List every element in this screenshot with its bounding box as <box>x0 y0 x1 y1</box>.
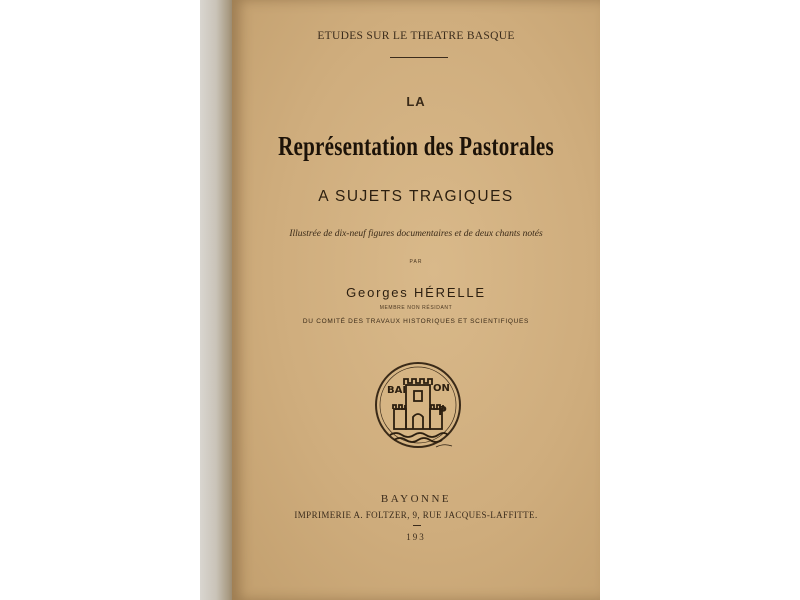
title-page <box>232 0 600 600</box>
by-label: PAR <box>409 259 423 265</box>
committee-line: DU COMITÉ DES TRAVAUX HISTORIQUES ET SCIENTIFIQUES <box>302 318 530 325</box>
seal-letters-right-top: ON <box>433 383 450 394</box>
imprint-dash <box>413 525 421 526</box>
printer-line: IMPRIMERIE A. FOLTZER, 9, RUE JACQUES-LAFFITTE. <box>294 510 538 520</box>
book-gutter <box>200 0 236 600</box>
series-rule <box>390 57 448 58</box>
author-name: Georges HÉRELLE <box>346 285 486 300</box>
subtitle: A SUJETS TRAGIQUES <box>318 188 514 205</box>
illustration-note: Illustrée de dix-neuf figures documentaires et de deux chants notés <box>289 229 543 239</box>
author-role: MEMBRE NON RÉSIDANT <box>379 305 453 311</box>
publication-city: BAYONNE <box>380 493 452 505</box>
publication-year: 193 <box>406 532 426 542</box>
series-title: ETUDES SUR LE THEATRE BASQUE <box>317 30 515 42</box>
bayonne-seal-emblem <box>368 357 468 457</box>
seal-letters-right-bottom: P <box>438 404 447 418</box>
seal-letters-left: BAI <box>387 385 407 396</box>
main-title: Représentation des Pastorales <box>278 131 554 161</box>
title-article: LA <box>406 94 426 109</box>
